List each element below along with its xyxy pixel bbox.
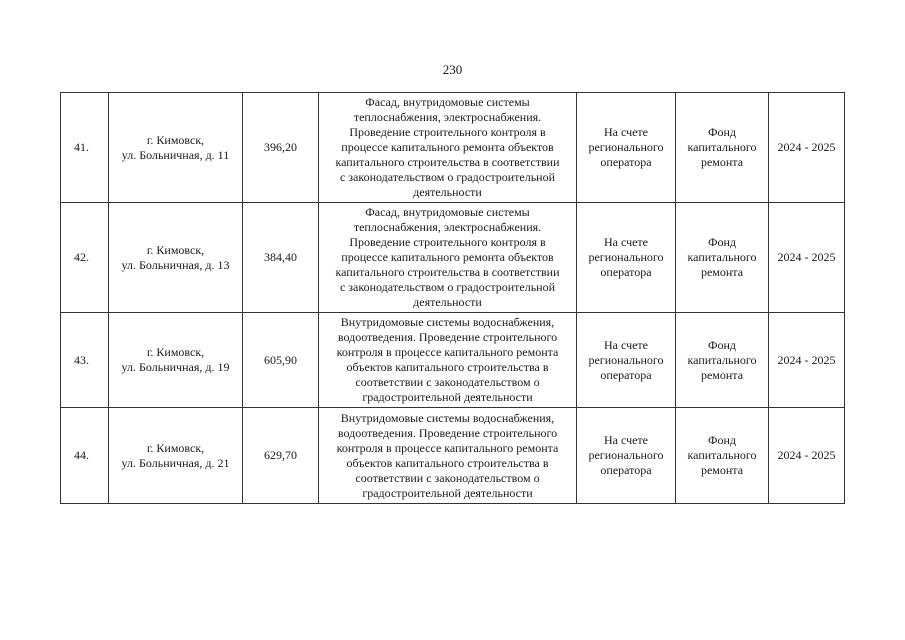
description-line: контроля в процессе капитального ремонта — [336, 440, 559, 455]
row-address — [109, 93, 243, 203]
page-number: 230 — [442, 62, 463, 77]
row-fund: Фонд капитального ремонта — [676, 408, 769, 504]
address-line: ул. Больничная, д. 21 — [121, 455, 230, 470]
description-line: с законодательством о градостроительной — [339, 280, 556, 294]
address-line: ул. Больничная, д. 11 — [121, 147, 230, 162]
address-line: г. Кимовск, — [146, 345, 205, 359]
row-number: 43. — [61, 313, 109, 408]
row-fund: Фонд капитального ремонта — [676, 313, 769, 408]
description-line: соответствии с законодательством о — [355, 375, 540, 389]
description-line: водоотведения. Проведение строительного — [337, 330, 558, 344]
description-line: объектов капитального строительства в — [346, 455, 549, 470]
description-line: Проведение строительного контроля в — [349, 125, 546, 139]
description-line: деятельности — [413, 185, 482, 199]
row-executor: На счете регионального оператора — [577, 203, 676, 313]
description-line: теплоснабжения, электроснабжения. — [353, 220, 542, 234]
address-line: г. Кимовск, — [146, 440, 205, 455]
table-row — [61, 313, 845, 408]
description-line: водоотведения. Проведение строительного — [337, 425, 558, 440]
description-line: теплоснабжения, электроснабжения. — [353, 110, 542, 124]
description-line: градостроительной деятельности — [362, 390, 533, 404]
row-period: 2024 - 2025 — [769, 93, 845, 203]
row-description — [319, 408, 577, 504]
address-line: ул. Больничная, д. 13 — [121, 257, 230, 272]
address-line: г. Кимовск, — [146, 242, 205, 257]
row-address — [109, 313, 243, 408]
description-line: Внутридомовые системы водоснабжения, — [340, 315, 555, 329]
row-area: 605,90 — [243, 313, 319, 408]
address-line: ул. Больничная, д. 19 — [121, 360, 230, 374]
row-area: 629,70 — [243, 408, 319, 504]
row-description — [319, 203, 577, 313]
table-row — [61, 203, 845, 313]
description-line: Проведение строительного контроля в — [349, 235, 546, 249]
description-line: соответствии с законодательством о — [355, 470, 540, 485]
row-fund: Фонд капитального ремонта — [676, 93, 769, 203]
description-line: контроля в процессе капитального ремонта — [336, 345, 559, 359]
row-area: 396,20 — [243, 93, 319, 203]
row-area: 384,40 — [243, 203, 319, 313]
row-description — [319, 93, 577, 203]
description-line: Фасад, внутридомовые системы — [365, 95, 530, 109]
description-line: Фасад, внутридомовые системы — [365, 205, 530, 219]
row-period: 2024 - 2025 — [769, 203, 845, 313]
row-description — [319, 313, 577, 408]
description-line: процессе капитального ремонта объектов — [341, 250, 554, 264]
description-line: капитального строительства в соответствии — [335, 265, 560, 279]
description-line: градостроительной деятельности — [362, 485, 533, 500]
description-line: с законодательством о градостроительной — [339, 170, 556, 184]
row-address — [109, 203, 243, 313]
description-line: объектов капитального строительства в — [346, 360, 549, 374]
row-period: 2024 - 2025 — [769, 408, 845, 504]
row-number: 42. — [61, 203, 109, 313]
row-period: 2024 - 2025 — [769, 313, 845, 408]
table-row — [61, 408, 845, 504]
description-line: процессе капитального ремонта объектов — [341, 140, 554, 154]
table-row — [61, 93, 845, 203]
address-line: г. Кимовск, — [146, 132, 205, 147]
description-line: капитального строительства в соответствии — [335, 155, 560, 169]
row-address — [109, 408, 243, 504]
row-executor: На счете регионального оператора — [577, 408, 676, 504]
description-line: деятельности — [413, 295, 482, 309]
description-line: Внутридомовые системы водоснабжения, — [340, 410, 555, 425]
works-table — [60, 92, 845, 504]
row-fund: Фонд капитального ремонта — [676, 203, 769, 313]
row-executor: На счете регионального оператора — [577, 313, 676, 408]
row-executor: На счете регионального оператора — [577, 93, 676, 203]
row-number: 44. — [61, 408, 109, 504]
row-number: 41. — [61, 93, 109, 203]
